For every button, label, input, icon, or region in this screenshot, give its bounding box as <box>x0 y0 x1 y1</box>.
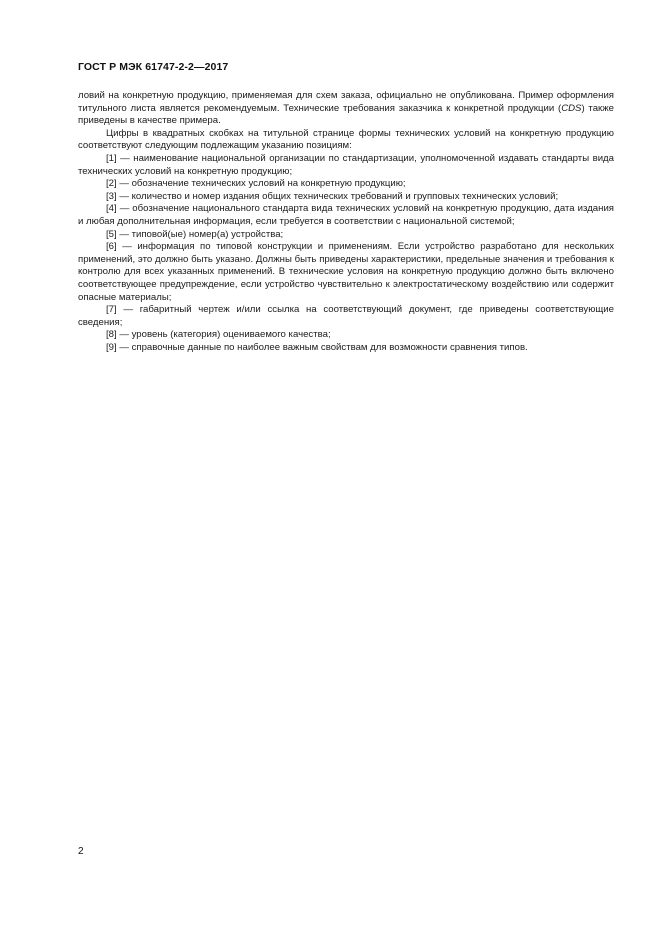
paragraph: Цифры в квадратных скобках на титульной странице формы технических условий на конкретную продукцию соответствуют следующим подлежащим указанию позициям: <box>78 127 614 152</box>
list-item: [5] — типовой(ые) номер(а) устройства; <box>106 228 284 240</box>
abbreviation-cds: CDS <box>561 102 582 114</box>
list-item: [2] — обозначение технических условий на конкретную продукцию; <box>106 178 406 190</box>
list-item: [4] — обозначение национального стандарта вида технических условий на конкретную продукцию, дата издания и любая дополнительная информация, если требуется в соответствии с национальной системой; <box>78 203 614 227</box>
list-item: [3] — количество и номер издания общих технических требований и групповых технических условий; <box>106 190 559 202</box>
list-item: [9] — справочные данные по наиболее важным свойствам для возможности сравнения типов. <box>106 341 528 353</box>
list-item: [8] — уровень (категория) оцениваемого качества; <box>106 329 331 341</box>
document-header: ГОСТ Р МЭК 61747-2-2—2017 <box>78 61 229 73</box>
list-item: [1] — наименование национальной организации по стандартизации, уполномоченной издавать стандарты вида технических условий на конкретную продукцию; <box>78 152 614 177</box>
document-body <box>78 90 614 354</box>
page-number: 2 <box>78 846 84 857</box>
list-item: [7] — габаритный чертеж и/или ссылка на соответствующий документ, где приведены соответствующие сведения; <box>78 304 614 328</box>
paragraph: ловий на конкретную продукцию, применяемая для схем заказа, официально не опубликована. Пример оформления титульного листа является рекомендуемым. Технические требования заказчика к конкретной продукции (CDS) также приведены в качестве примера. <box>78 90 615 127</box>
list-item: [6] — информация по типовой конструкции и применениям. Если устройство разработано для нескольких применений, это должно быть указано. Должны быть приведены характеристики, предельные значения и требования к контролю для всех указанных применений. В технические условия на конкретную продукцию должно быть включено соответствующее предупреждение, если устройство чувствительно к электростатическому воздействию или содержит опасные материалы; <box>78 241 614 303</box>
